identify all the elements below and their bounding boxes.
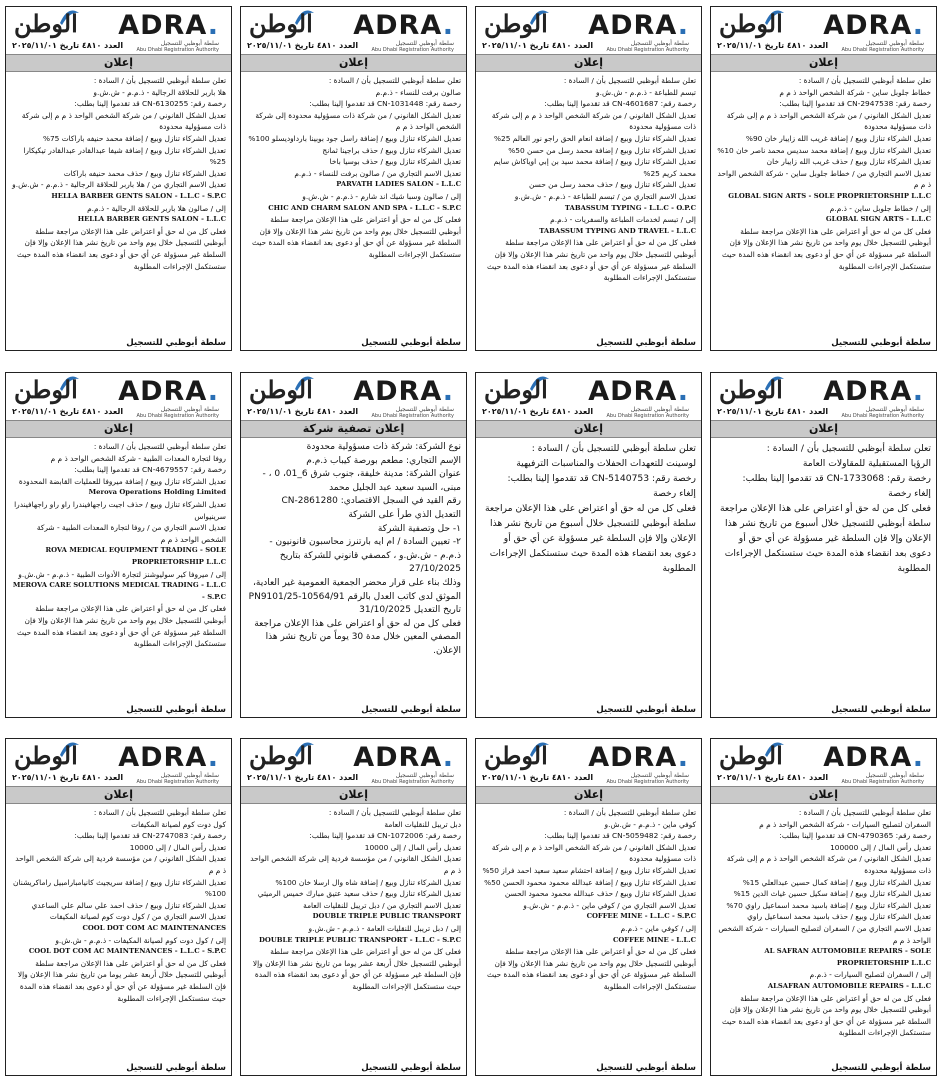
- ad-body: [476, 804, 701, 993]
- ad-footer: سلطة أبوظبي للتسجيل: [361, 338, 461, 348]
- ad-line: تعديل الشكل القانوني / من شركة الشخص الواحد ذ م م إلى شركة ذات مسؤولية محدودة: [726, 854, 931, 875]
- ad-line: تعديل الشكل القانوني / من شركة الشخص الواحد ذ م م إلى شركة ذات مسؤولية محدودة: [491, 110, 696, 132]
- ad-line: تعديل الشركاء تنازل وبيع / حذف غريب الله زايبار خان: [766, 157, 931, 167]
- ad-line: فعلى كل من له حق أو اعتراض على هذا الإعلان مراجعة سلطة أبوظبي للتسجيل خلال أسبوع من تاريخ نشر هذا الإعلان وإلا فإن السلطة غير مسؤولة عن أي حق أو دعوى بعد انقضاء هذه المدة حيث ستستكمل الإجراءات المطلوبة: [719, 503, 931, 574]
- ad-footer: سلطة أبوظبي للتسجيل: [596, 1063, 696, 1073]
- ad-footer: سلطة أبوظبي للتسجيل: [361, 1063, 461, 1073]
- ad-line: تعديل الشكل القانوني / من شركة الشخص الواحد ذ م م إلى شركة ذات مسؤولية محدودة: [491, 842, 696, 864]
- ad-line: رخصة رقم: CN-4679557 قد تقدموا إلينا بطلب:: [74, 465, 226, 475]
- ad-line: PARVATH LADIES SALON - L.L.C: [336, 180, 461, 189]
- ad-line: تعديل الشكل القانوني / من مؤسسة فردية إلى شركة الشخص الواحد ذ م م: [15, 854, 226, 875]
- ad-body: [6, 804, 231, 1004]
- ad-footer: سلطة أبوظبي للتسجيل: [126, 338, 226, 348]
- ad-line: تعديل الشركاء تنازل وبيع / حذف سعيد عتيق مبارك خميس الرميثي: [257, 889, 461, 899]
- ad-body: [476, 72, 701, 284]
- ad-line: تعديل الشركاء تنازل وبيع / إضافة احتشام سعيد سعيد احمد فراز 50%: [482, 865, 696, 875]
- ad-footer: سلطة أبوظبي للتسجيل: [831, 705, 931, 715]
- issue-date: العدد ٤٨١٠ تاريخ ٢٠٢٥/١١/٠١: [717, 41, 829, 50]
- ad-line: وذلك بناء على قرار محضر الجمعية العمومية غير العادية، الموثق لدى كاتب العدل بالرقم 10564/91-PN9101/25 تاريخ التعديل 31/10/2025: [248, 577, 461, 616]
- ad-line: إلى / كول دوت كوم لصيانة المكيفات - ذ.م.م - ش.ش.و: [55, 935, 226, 945]
- issue-date: العدد ٤٨١٠ تاريخ ٢٠٢٥/١١/٠١: [247, 773, 359, 782]
- ad-line: إلى / السفران لتصليح السيارات - ذ.م.م: [809, 970, 931, 980]
- adra-arabic-name: سلطة أبوظبي للتسجيل: [630, 772, 689, 779]
- ad-line: تعديل الشركاء تنازل وبيع / إضافة محمد حنيفه باراكات 75%: [42, 133, 226, 143]
- ad-body: [241, 72, 466, 261]
- ad-line: فعلى كل من له حق أو اعتراض على هذا الإعلان مراجعة سلطة أبوظبي للتسجيل خلال يوم واحد من تاريخ نشر هذا الإعلان وإلا فإن السلطة غير مسؤولة عن أي حق أو دعوى بعد انقضاء هذه المدة حيث ستستكمل الإجراءات المطلوبة: [17, 604, 226, 649]
- watan-logo: الوطن: [484, 741, 548, 770]
- ad-title: إعلان: [6, 786, 231, 804]
- ad-line: تعديل الشركاء تنازل وبيع / إضافة سريجيث كانيامبارامبيل راماكريشنان 100%: [13, 877, 226, 899]
- ad-line: HELLA BARBER GENTS SALON - L.L.C - S.P.C: [51, 191, 226, 200]
- ad-panel: [5, 372, 232, 718]
- ad-body: [241, 438, 466, 659]
- adra-arabic-name: سلطة أبوظبي للتسجيل: [160, 406, 219, 413]
- ad-body: [6, 72, 231, 272]
- ad-panel: [710, 738, 937, 1076]
- ad-line: رخصة رقم: CN-2747083 قد تقدموا إلينا بطلب:: [74, 831, 226, 841]
- ad-line: تعديل الشركاء تنازل وبيع / حذف باسيد محمد اسماعيل راوي: [747, 912, 931, 922]
- ad-header: [711, 7, 936, 54]
- ad-line: COOL DOT COM AC MAINTENANCES: [82, 923, 226, 932]
- ad-line: CHIC AND CHARM SALON AND SPA - L.L.C - S.P.C: [268, 203, 461, 212]
- ad-line: تعديل الشركاء تنازل وبيع / حذف محمد حنيفه باراكات: [63, 168, 226, 178]
- ad-line: هلا باربر للحلاقة الرجالية - ذ.م.م - ش.ش.و: [93, 87, 226, 97]
- ad-line: تعديل الشكل القانوني / من شركة ذات مسؤولية محدودة إلى شركة الشخص الواحد ذ م م: [255, 110, 461, 132]
- ad-line: MEROVA CARE SOLUTIONS MEDICAL TRADING - L.L.C - S.P.C: [12, 581, 226, 601]
- ad-line: رخصة رقم: CN-5059482 قد تقدموا إلينا بطلب:: [544, 831, 696, 841]
- ad-header: [711, 739, 936, 786]
- ad-line: فعلى كل من له حق أو اعتراض على هذا الإعلان مراجعة سلطة أبوظبي للتسجيل خلال أربعة عشر يوما من تاريخ نشر هذا الإعلان وإلا فإن السلطة غير مسؤولة عن أي حق أو دعوى بعد انقضاء هذه المدة حيث ستستكمل الإجراءات المطلوبة: [17, 958, 226, 1003]
- ad-line: AL SAFRAN AUTOMOBILE REPAIRS - SOLE PROPRIETORSHIP L.L.C: [764, 947, 931, 967]
- ad-line: فعلى كل من له حق أو اعتراض على هذا الإعلان مراجعة سلطة أبوظبي للتسجيل خلال يوم واحد من تاريخ نشر هذا الإعلان وإلا فإن السلطة غير مسؤولة عن أي حق أو دعوى بعد انقضاء هذه المدة حيث ستستكمل الإجراءات المطلوبة: [487, 947, 696, 991]
- ad-line: كول دوت كوم لصيانة المكيفات: [131, 819, 226, 829]
- issue-date: العدد ٤٨١٠ تاريخ ٢٠٢٥/١١/٠١: [717, 407, 829, 416]
- ad-line: عنوان الشركة: مدينة خليفة، جنوب شرق 6_01، 0 ، - مبنى، السيد سعيد عبد الجليل محمد: [262, 469, 461, 493]
- adra-arabic-name: سلطة أبوظبي للتسجيل: [395, 40, 454, 47]
- ad-line: تعديل الاسم التجاري من / هلا باربر للحلاقة الرجالية - ذ.م.م - ش.ش.و: [12, 180, 226, 190]
- ad-line: نوع الشركة: شركة ذات مسؤولية محدودة: [306, 442, 461, 452]
- watan-logo: الوطن: [249, 9, 313, 38]
- ad-line: إلى / صالون هلا باربر للحلاقة الرجالية - ذ.م.م: [87, 203, 226, 213]
- ad-footer: سلطة أبوظبي للتسجيل: [596, 338, 696, 348]
- ad-line: تعديل الشركاء تنازل وبيع / إضافة شاه وال ارسلا خان 100%: [275, 877, 461, 887]
- ad-line: رخصة رقم: CN-2947538 قد تقدموا إلينا بطلب:: [779, 99, 931, 109]
- adra-logo: ADRA.: [588, 376, 689, 407]
- ad-line: تعديل الشركاء تنازل وبيع / إضافة انعام الحق راجو نور العالم 25%: [494, 133, 696, 143]
- ad-line: رخصة رقم: CN-4790365 قد تقدموا إلينا بطلب:: [779, 831, 931, 841]
- adra-logo: ADRA.: [823, 742, 924, 773]
- ad-line: إلى / تبسم لخدمات الطباعة والسفريات - ذ.م.م: [550, 215, 696, 225]
- ad-line: فعلى كل من له حق أو اعتراض على هذا الإعلان مراجعة سلطة أبوظبي للتسجيل خلال يوم واحد من تاريخ نشر هذا الإعلان وإلا فإن السلطة غير مسؤولة عن أي حق أو دعوى بعد انقضاء هذه المدة حيث ستستكمل الإجراءات المطلوبة: [722, 993, 931, 1038]
- ad-footer: سلطة أبوظبي للتسجيل: [596, 705, 696, 715]
- ad-panel: [475, 372, 702, 718]
- ad-title: إعلان: [711, 54, 936, 72]
- adra-english-name: Abu Dhabi Registration Authority: [136, 47, 219, 53]
- adra-arabic-name: سلطة أبوظبي للتسجيل: [630, 406, 689, 413]
- issue-date: العدد ٤٨١٠ تاريخ ٢٠٢٥/١١/٠١: [12, 41, 124, 50]
- ad-line: السفران لتصليح السيارات - شركة الشخص الواحد ذ م م: [759, 819, 931, 829]
- ad-header: [6, 739, 231, 786]
- ad-line: الإسم التجاري: مطعم بورصة كيباب ذ.م.م: [306, 455, 461, 466]
- ad-title: إعلان: [241, 54, 466, 72]
- ad-footer: سلطة أبوظبي للتسجيل: [831, 1063, 931, 1073]
- issue-date: العدد ٤٨١٠ تاريخ ٢٠٢٥/١١/٠١: [12, 407, 124, 416]
- ad-line: تعديل الاسم التجاري من / صالون برفت للنساء - ذ.م.م: [294, 168, 461, 178]
- adra-logo: ADRA.: [823, 376, 924, 407]
- ad-footer: سلطة أبوظبي للتسجيل: [361, 705, 461, 715]
- ad-footer: سلطة أبوظبي للتسجيل: [126, 705, 226, 715]
- adra-logo: ADRA.: [823, 10, 924, 41]
- ad-header: [6, 7, 231, 54]
- ad-header: [241, 739, 466, 786]
- adra-english-name: Abu Dhabi Registration Authority: [136, 413, 219, 419]
- ad-header: [476, 373, 701, 420]
- ad-line: دبل تريبل للنقليات العامة: [384, 819, 461, 829]
- adra-english-name: Abu Dhabi Registration Authority: [371, 413, 454, 419]
- adra-logo: ADRA.: [118, 742, 219, 773]
- adra-arabic-name: سلطة أبوظبي للتسجيل: [865, 40, 924, 47]
- ad-line: تعديل الشركاء تنازل وبيع / إضافة كمال حسين عبدالعلي 15%: [742, 877, 931, 887]
- ad-line: تعديل الاسم التجاري من / كوفي ماين - ذ.م.م - ش.ش.و: [523, 900, 696, 910]
- issue-date: العدد ٤٨١٠ تاريخ ٢٠٢٥/١١/٠١: [482, 407, 594, 416]
- ad-line: فعلى كل من له حق أو اعتراض على هذا الإعلان مراجعة سلطة أبوظبي للتسجيل خلال يوم واحد من تاريخ نشر هذا الإعلان وإلا فإن السلطة غير مسؤولة عن أي حق أو دعوى بعد انقضاء هذه المدة حيث ستستكمل الإجراءات المطلوبة: [487, 238, 696, 283]
- watan-logo: الوطن: [484, 9, 548, 38]
- adra-english-name: Abu Dhabi Registration Authority: [841, 779, 924, 785]
- ad-body: [241, 804, 466, 993]
- ad-line: تعديل الشركاء تنازل وبيع / إضافة راسل جود بوبينا بارداوديسلو 100%: [248, 133, 461, 143]
- ad-title: إعلان: [6, 54, 231, 72]
- adra-arabic-name: سلطة أبوظبي للتسجيل: [865, 772, 924, 779]
- ad-line: إلى / خطاط جلوبل ساين - ذ.م.م: [829, 203, 931, 213]
- ad-line: ROVA MEDICAL EQUIPMENT TRADING - SOLE PROPRIETORSHIP L.L.C: [45, 546, 226, 566]
- ad-line: HELLA BARBER GENTS SALON - L.L.C: [77, 215, 226, 224]
- ad-header: [6, 373, 231, 420]
- adra-english-name: Abu Dhabi Registration Authority: [606, 47, 689, 53]
- ad-panel: [240, 738, 467, 1076]
- ad-line: تعديل الشركاء تنازل وبيع / حذف بوسيا باخا: [329, 157, 461, 167]
- ad-panel: [475, 6, 702, 351]
- issue-date: العدد ٤٨١٠ تاريخ ٢٠٢٥/١١/٠١: [12, 773, 124, 782]
- ad-body: [476, 438, 701, 576]
- adra-logo: ADRA.: [118, 10, 219, 41]
- ad-line: تعديل الاسم التجاري من / تبسم للطباعة - ذ.م.م - ش.ش.و: [514, 191, 696, 201]
- ad-line: إلى / صالون وسبا شيك اند شارم - ذ.م.م - ش.ش.و: [302, 191, 461, 201]
- ad-panel: [710, 372, 937, 718]
- ad-line: فعلى كل من له حق أو اعتراض على هذا الإعلان مراجعة المصفي المعين خلال مدة 30 يوماً من تاريخ نشر هذا الإعلان.: [254, 618, 461, 656]
- ad-line: تعديل الشركاء تنازل وبيع / حذف محمد رسل من حسن: [528, 180, 696, 190]
- ad-body: [711, 804, 936, 1039]
- adra-logo: ADRA.: [588, 10, 689, 41]
- ad-line: تبسم للطباعة - ذ.م.م - ش.ش.و: [596, 87, 696, 97]
- issue-date: العدد ٤٨١٠ تاريخ ٢٠٢٥/١١/٠١: [717, 773, 829, 782]
- ad-line: رخصة رقم: CN-6130255 قد تقدموا إلينا بطلب:: [74, 99, 226, 109]
- ad-line: GLOBAL SIGN ARTS - L.L.C: [825, 215, 931, 224]
- ad-line: إلغاء رخصة: [653, 488, 696, 499]
- ad-header: [711, 373, 936, 420]
- ad-line: ALSAFRAN AUTOMOBILE REPAIRS - L.L.C: [767, 981, 931, 990]
- ad-line: تعلن سلطة أبوظبي للتسجيل بأن / السادة :: [93, 76, 226, 85]
- ad-line: رخصة رقم: CN-5140753 قد تقدموا إلينا بطلب:: [507, 473, 696, 484]
- ad-line: الرؤيا المستقبلية للمقاولات العامة: [802, 458, 931, 469]
- ad-line: تعديل الشركاء تنازل وبيع / إضافة عبدالله محمود محمود الحسن 50%: [484, 877, 696, 887]
- ad-line: تعديل رأس المال / إلى 100000: [830, 842, 931, 852]
- adra-arabic-name: سلطة أبوظبي للتسجيل: [395, 772, 454, 779]
- ad-line: صالون برفت للنساء - ذ.م.م: [375, 87, 461, 97]
- adra-english-name: Abu Dhabi Registration Authority: [841, 413, 924, 419]
- ad-line: تعديل الشكل القانوني / من شركة الشخص الواحد ذ م م إلى شركة ذات مسؤولية محدودة: [21, 110, 226, 132]
- adra-logo: ADRA.: [118, 376, 219, 407]
- ad-header: [241, 7, 466, 54]
- ad-line: ١- حل وتصفية الشركة: [377, 523, 461, 534]
- ad-line: تعديل الاسم التجاري من / خطاط جلوبل ساين - شركة الشخص الواحد ذ م م: [717, 168, 931, 190]
- ad-panel: [5, 6, 232, 351]
- adra-arabic-name: سلطة أبوظبي للتسجيل: [865, 406, 924, 413]
- ad-title: إعلان: [476, 54, 701, 72]
- ad-line: تعديل الشركاء تنازل وبيع / حذف براجينا ثمانج: [322, 145, 461, 155]
- ad-line: تعديل الشركاء تنازل وبيع / إضافة باسيد محمد اسماعيل راوي 70%: [726, 900, 931, 910]
- ad-line: تعديل الشركاء تنازل وبيع / إضافة محمد رسل من حسن 50%: [508, 145, 696, 155]
- issue-date: العدد ٤٨١٠ تاريخ ٢٠٢٥/١١/٠١: [247, 41, 359, 50]
- watan-logo: الوطن: [719, 9, 783, 38]
- watan-logo: الوطن: [249, 375, 313, 404]
- adra-english-name: Abu Dhabi Registration Authority: [606, 779, 689, 785]
- adra-english-name: Abu Dhabi Registration Authority: [136, 779, 219, 785]
- ad-line: تعلن سلطة أبوظبي للتسجيل بأن / السادة :: [328, 76, 461, 85]
- ad-line: إلى / ميروفا كير سوليوشنز لتجارة الأدوات الطبية - ذ.م.م - ش.ش.و: [18, 569, 226, 579]
- ad-line: رخصة رقم: CN-1072006 قد تقدموا إلينا بطلب:: [309, 831, 461, 841]
- ad-line: تعديل الشركاء تنازل وبيع / حذف عبدالله محمود محمود الحسن: [504, 889, 696, 899]
- ad-title: إعلان: [711, 420, 936, 438]
- ad-line: فعلى كل من له حق أو اعتراض على هذا الإعلان مراجعة سلطة أبوظبي للتسجيل خلال يوم واحد من تاريخ نشر هذا الإعلان وإلا فإن السلطة غير مسؤولة عن أي حق أو دعوى بعد انقضاء هذه المدة حيث ستستكمل الإجراءات المطلوبة: [252, 215, 461, 259]
- ad-line: تعديل الشركاء تنازل وبيع / إضافة ميروفا للعمليات القابضة المحدودة: [18, 476, 226, 486]
- ad-line: فعلى كل من له حق أو اعتراض على هذا الإعلان مراجعة سلطة أبوظبي للتسجيل خلال أربعة عشر يوما من تاريخ نشر هذا الإعلان وإلا فإن السلطة غير مسؤولة عن أي حق أو دعوى بعد انقضاء هذه المدة حيث ستستكمل الإجراءات المطلوبة: [252, 947, 461, 991]
- ad-line: فعلى كل من له حق أو اعتراض على هذا الإعلان مراجعة سلطة أبوظبي للتسجيل خلال يوم واحد من تاريخ نشر هذا الإعلان وإلا فإن السلطة غير مسؤولة عن أي حق أو دعوى بعد انقضاء هذه المدة حيث ستستكمل الإجراءات المطلوبة: [17, 226, 226, 271]
- issue-date: العدد ٤٨١٠ تاريخ ٢٠٢٥/١١/٠١: [247, 407, 359, 416]
- ad-line: تعلن سلطة أبوظبي للتسجيل بأن / السادة :: [563, 76, 696, 85]
- ad-line: Merova Operations Holding Limited: [88, 488, 226, 497]
- adra-arabic-name: سلطة أبوظبي للتسجيل: [395, 406, 454, 413]
- ad-line: COOL DOT COM AC MAINTENANCES - L.L.C - S.P.C: [28, 947, 226, 956]
- ad-line: TABASSUM TYPING - L.L.C - O.P.C: [564, 203, 696, 212]
- ad-title: إعلان: [476, 786, 701, 804]
- adra-logo: ADRA.: [353, 742, 454, 773]
- ad-line: كوفي ماين - ذ.م.م - ش.ش.و: [604, 819, 696, 829]
- ad-line: تعديل رأس المال / إلى 10000: [364, 842, 461, 852]
- ad-line: فعلى كل من له حق أو اعتراض على هذا الإعلان مراجعة سلطة أبوظبي للتسجيل خلال يوم واحد من تاريخ نشر هذا الإعلان وإلا فإن السلطة غير مسؤولة عن أي حق أو دعوى بعد انقضاء هذه المدة حيث ستستكمل الإجراءات المطلوبة: [722, 226, 931, 271]
- ad-line: ٢- تعيين السادة / ام ايه بارتنرز محاسبون قانونيون - ذ.م.م - ش.ش.و ، كمصفي قانوني للشركة بتاريخ 27/10/2025: [269, 537, 461, 575]
- ad-panel: [5, 738, 232, 1076]
- ad-line: COFFEE MINE - L.L.C: [612, 935, 696, 944]
- ad-line: تعديل رأس المال / إلى 10000: [129, 842, 226, 852]
- watan-logo: الوطن: [249, 741, 313, 770]
- ad-line: إلى / دبل تريبل للنقليات العامة - ذ.م.م - ش.ش.و: [308, 923, 461, 933]
- ad-line: رخصة رقم: CN-1733068 قد تقدموا إلينا بطلب:: [742, 473, 931, 484]
- ad-line: تعلن سلطة أبوظبي للتسجيل بأن / السادة :: [798, 808, 931, 817]
- ad-header: [241, 373, 466, 420]
- ad-header: [476, 7, 701, 54]
- ad-line: إلى / كوفي ماين - ذ.م.م: [620, 923, 696, 933]
- ad-body: [711, 438, 936, 576]
- watan-logo: الوطن: [14, 9, 78, 38]
- ad-line: DOUBLE TRIPLE PUBLIC TRANSPORT: [312, 912, 461, 921]
- ad-line: لوسينت للتعهدات الحفلات والمناسبات الترفيهية: [516, 458, 696, 469]
- ad-line: تعديل الشركاء تنازل وبيع / حذف احمد علي سالم علي الساعدي: [31, 900, 226, 910]
- adra-english-name: Abu Dhabi Registration Authority: [606, 413, 689, 419]
- ad-line: تعديل الاسم التجاري من / دبل تريبل للنقليات العامة: [303, 900, 461, 910]
- ad-line: تعديل الاسم التجاري من / روفا لتجارة المعدات الطبية - شركة الشخص الواحد ذ م م: [36, 523, 226, 544]
- ad-line: تعديل الاسم التجاري من / كول دوت كوم لصيانة المكيفات: [49, 912, 226, 922]
- ad-line: TABASSUM TYPING AND TRAVEL - L.L.C: [539, 226, 696, 235]
- ad-line: تعديل الشركاء تنازل وبيع / حذف اجيت راجهافيندرا راو راو راجهافيندرا سرينيواس: [14, 499, 226, 521]
- ad-line: تعديل الشركاء تنازل وبيع / إضافة محمد سيد بن إبي اوياكاش سايم محمد كريم 25%: [493, 157, 696, 178]
- adra-english-name: Abu Dhabi Registration Authority: [371, 779, 454, 785]
- ad-line: تعلن سلطة أبوظبي للتسجيل بأن / السادة :: [798, 76, 931, 85]
- ad-line: تعديل الشركاء تنازل وبيع / إضافة غريب الله زايبار خان 90%: [745, 133, 931, 143]
- adra-arabic-name: سلطة أبوظبي للتسجيل: [630, 40, 689, 47]
- ad-panel: [475, 738, 702, 1076]
- watan-logo: الوطن: [14, 375, 78, 404]
- ad-title: إعلان تصفية شركة: [241, 420, 466, 438]
- ad-line: رقم القيد في السجل الاقتصادي: CN-2861280: [281, 496, 461, 507]
- ad-line: تعلن سلطة أبوظبي للتسجيل بأن / السادة :: [563, 808, 696, 817]
- ad-line: إلغاء رخصة: [888, 488, 931, 499]
- ad-body: [711, 72, 936, 272]
- watan-logo: الوطن: [719, 375, 783, 404]
- ad-title: إعلان: [711, 786, 936, 804]
- ad-line: خطاط جلوبل ساين - شركة الشخص الواحد ذ م م: [779, 87, 931, 97]
- ad-line: COFFEE MINE - L.L.C - S.P.C: [586, 912, 696, 921]
- issue-date: العدد ٤٨١٠ تاريخ ٢٠٢٥/١١/٠١: [482, 773, 594, 782]
- adra-logo: ADRA.: [588, 742, 689, 773]
- ad-title: إعلان: [6, 420, 231, 438]
- ad-title: إعلان: [476, 420, 701, 438]
- ad-line: رخصة رقم: CN-4601687 قد تقدموا إلينا بطلب:: [544, 99, 696, 109]
- ad-header: [476, 739, 701, 786]
- adra-logo: ADRA.: [353, 376, 454, 407]
- issue-date: العدد ٤٨١٠ تاريخ ٢٠٢٥/١١/٠١: [482, 41, 594, 50]
- ad-footer: سلطة أبوظبي للتسجيل: [831, 338, 931, 348]
- adra-arabic-name: سلطة أبوظبي للتسجيل: [160, 772, 219, 779]
- ad-body: [6, 438, 231, 650]
- watan-logo: الوطن: [484, 375, 548, 404]
- ad-line: تعلن سلطة أبوظبي للتسجيل بأن / السادة :: [766, 443, 931, 454]
- ad-line: فعلى كل من له حق أو اعتراض على هذا الإعلان مراجعة سلطة أبوظبي للتسجيل خلال أسبوع من تاريخ نشر هذا الإعلان وإلا فإن السلطة غير مسؤولة عن أي حق أو دعوى بعد انقضاء هذه المدة حيث ستستكمل الإجراءات المطلوبة: [484, 503, 696, 574]
- ad-panel: [240, 372, 467, 718]
- ad-line: تعلن سلطة أبوظبي للتسجيل بأن / السادة :: [93, 442, 226, 451]
- watan-logo: الوطن: [719, 741, 783, 770]
- ad-line: DOUBLE TRIPLE PUBLIC TRANSPORT - L.L.C - S.P.C: [259, 935, 461, 944]
- ad-title: إعلان: [241, 786, 466, 804]
- ad-line: روفا لتجارة المعدات الطبية - شركة الشخص الواحد ذ م م: [50, 453, 226, 463]
- ad-line: التعديل الذي طرأ على الشركة: [348, 509, 461, 520]
- adra-logo: ADRA.: [353, 10, 454, 41]
- ad-panel: [710, 6, 937, 351]
- ad-line: تعديل الشركاء تنازل وبيع / إضافة سكيل حسين غياث الدين 15%: [733, 889, 931, 899]
- adra-english-name: Abu Dhabi Registration Authority: [371, 47, 454, 53]
- adra-english-name: Abu Dhabi Registration Authority: [841, 47, 924, 53]
- ad-line: تعديل الشكل القانوني / من مؤسسة فردية إلى شركة الشخص الواحد ذ م م: [250, 854, 461, 875]
- ad-line: تعديل الاسم التجاري من / السفران لتصليح السيارات - شركة الشخص الواحد ذ م م: [718, 923, 931, 945]
- adra-arabic-name: سلطة أبوظبي للتسجيل: [160, 40, 219, 47]
- ad-line: تعلن سلطة أبوظبي للتسجيل بأن / السادة :: [328, 808, 461, 817]
- ad-line: رخصة رقم: CN-1031448 قد تقدموا إلينا بطلب:: [309, 99, 461, 109]
- ad-line: GLOBAL SIGN ARTS - SOLE PROPRIETORSHIP L.L.C: [728, 191, 931, 200]
- watan-logo: الوطن: [14, 741, 78, 770]
- ad-panel: [240, 6, 467, 351]
- ad-footer: سلطة أبوظبي للتسجيل: [126, 1063, 226, 1073]
- ad-line: تعلن سلطة أبوظبي للتسجيل بأن / السادة :: [531, 443, 696, 454]
- ad-line: تعديل الشركاء تنازل وبيع / إضافة شيفا عبدالقادر عبدالقادر تيكيكارا 25%: [23, 145, 226, 167]
- ad-line: تعديل الشركاء تنازل وبيع / إضافة محمد سديس محمد ناصر خان 10%: [717, 145, 931, 155]
- ad-line: تعديل الشكل القانوني / من شركة الشخص الواحد ذ م م إلى شركة ذات مسؤولية محدودة: [726, 110, 931, 132]
- ad-line: تعلن سلطة أبوظبي للتسجيل بأن / السادة :: [93, 808, 226, 817]
